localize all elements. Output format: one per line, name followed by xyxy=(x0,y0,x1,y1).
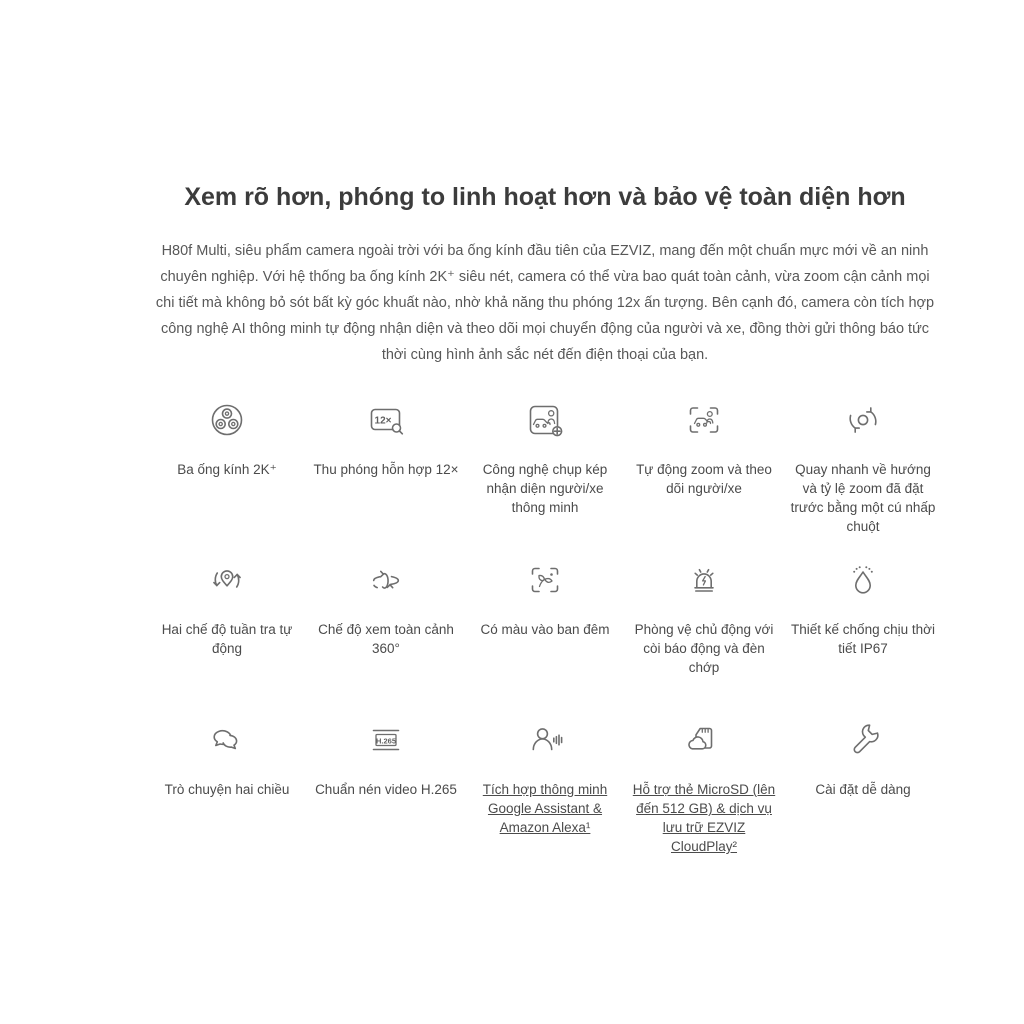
weatherproof-icon xyxy=(841,558,885,602)
panoramic-360-icon xyxy=(364,558,408,602)
feature-label: Tự động zoom và theo dõi người/xe xyxy=(636,462,772,496)
feature-label: Quay nhanh về hướng và tỷ lệ zoom đã đặt trước bằng một cú nhấp chuột xyxy=(790,462,936,534)
auto-zoom-track-icon xyxy=(682,398,726,442)
feature-panoramic-360 xyxy=(311,558,461,718)
feature-easy-install xyxy=(788,718,938,878)
feature-hybrid-zoom xyxy=(311,398,461,558)
feature-microsd-cloud xyxy=(629,718,779,878)
page-title: Xem rõ hơn, phóng to linh hoạt hơn và bảo vệ toàn diện hơn xyxy=(184,183,906,211)
feature-grid xyxy=(152,398,938,878)
feature-label: Chế độ xem toàn cảnh 360° xyxy=(318,622,454,656)
siren-strobe-icon xyxy=(682,558,726,602)
h265-codec-icon xyxy=(364,718,408,762)
feature-label: Công nghệ chụp kép nhận diện người/xe thông minh xyxy=(482,462,608,515)
feature-patrol-modes xyxy=(152,558,302,718)
feature-dual-capture xyxy=(470,398,620,558)
feature-color-night xyxy=(470,558,620,718)
preset-return-icon xyxy=(841,398,885,442)
voice-assistant-icon xyxy=(523,718,567,762)
microsd-cloud-link[interactable]: Hỗ trợ thẻ MicroSD (lên đến 512 GB) & dịch vụ lưu trữ EZVIZ CloudPlay² xyxy=(632,782,776,854)
product-description: H80f Multi, siêu phẩm camera ngoài trời với ba ống kính đầu tiên của EZVIZ, mang đến một chuẩn mực mới về an ninh chuyên nghiệp. Với hệ thống ba ống kính 2K⁺ siêu nét, camera có thể vừa bao quát toàn cảnh, vừa zoom cận cảnh mọi chi tiết mà không bỏ sót bất kỳ góc khuất nào, nhờ khả năng thu phóng 12x ấn tượng. Bên cạnh đó, camera còn tích hợp công nghệ AI thông minh tự động nhận diện và theo dõi mọi chuyển động của người và xe, đồng thời gửi thông báo tức thời cùng hình ảnh sắc nét đến điện thoại của bạn. xyxy=(155,243,935,363)
feature-h265 xyxy=(311,718,461,878)
feature-label: Chuẩn nén video H.265 xyxy=(315,782,457,797)
svg-text:12×: 12× xyxy=(374,415,392,427)
easy-install-icon xyxy=(841,718,885,762)
patrol-modes-icon xyxy=(205,558,249,602)
feature-preset-return xyxy=(788,398,938,558)
feature-label: Phòng vệ chủ động với còi báo động và đèn chớp xyxy=(634,622,774,675)
microsd-cloud-icon xyxy=(682,718,726,762)
color-night-icon xyxy=(523,558,567,602)
two-way-talk-icon xyxy=(205,718,249,762)
feature-label: Có màu vào ban đêm xyxy=(480,622,610,637)
feature-label: Trò chuyện hai chiều xyxy=(164,782,290,797)
voice-assistant-link[interactable]: Tích hợp thông minh Google Assistant & Amazon Alexa¹ xyxy=(482,782,608,835)
feature-label: Ba ống kính 2K⁺ xyxy=(177,462,277,477)
dual-capture-icon xyxy=(523,398,567,442)
feature-siren-strobe xyxy=(629,558,779,718)
svg-text:H.265: H.265 xyxy=(375,736,397,746)
feature-label: Hai chế độ tuần tra tự động xyxy=(161,622,293,656)
product-feature-section xyxy=(150,0,940,878)
feature-weatherproof xyxy=(788,558,938,718)
feature-triple-lens xyxy=(152,398,302,558)
feature-label: Thu phóng hỗn hợp 12× xyxy=(313,462,459,477)
feature-voice-assistant xyxy=(470,718,620,878)
feature-label: Cài đặt dễ dàng xyxy=(815,782,911,797)
feature-label: Thiết kế chống chịu thời tiết IP67 xyxy=(791,622,935,656)
feature-two-way-talk xyxy=(152,718,302,878)
hybrid-zoom-12x-icon xyxy=(364,398,408,442)
feature-auto-track xyxy=(629,398,779,558)
triple-lens-icon xyxy=(205,398,249,442)
